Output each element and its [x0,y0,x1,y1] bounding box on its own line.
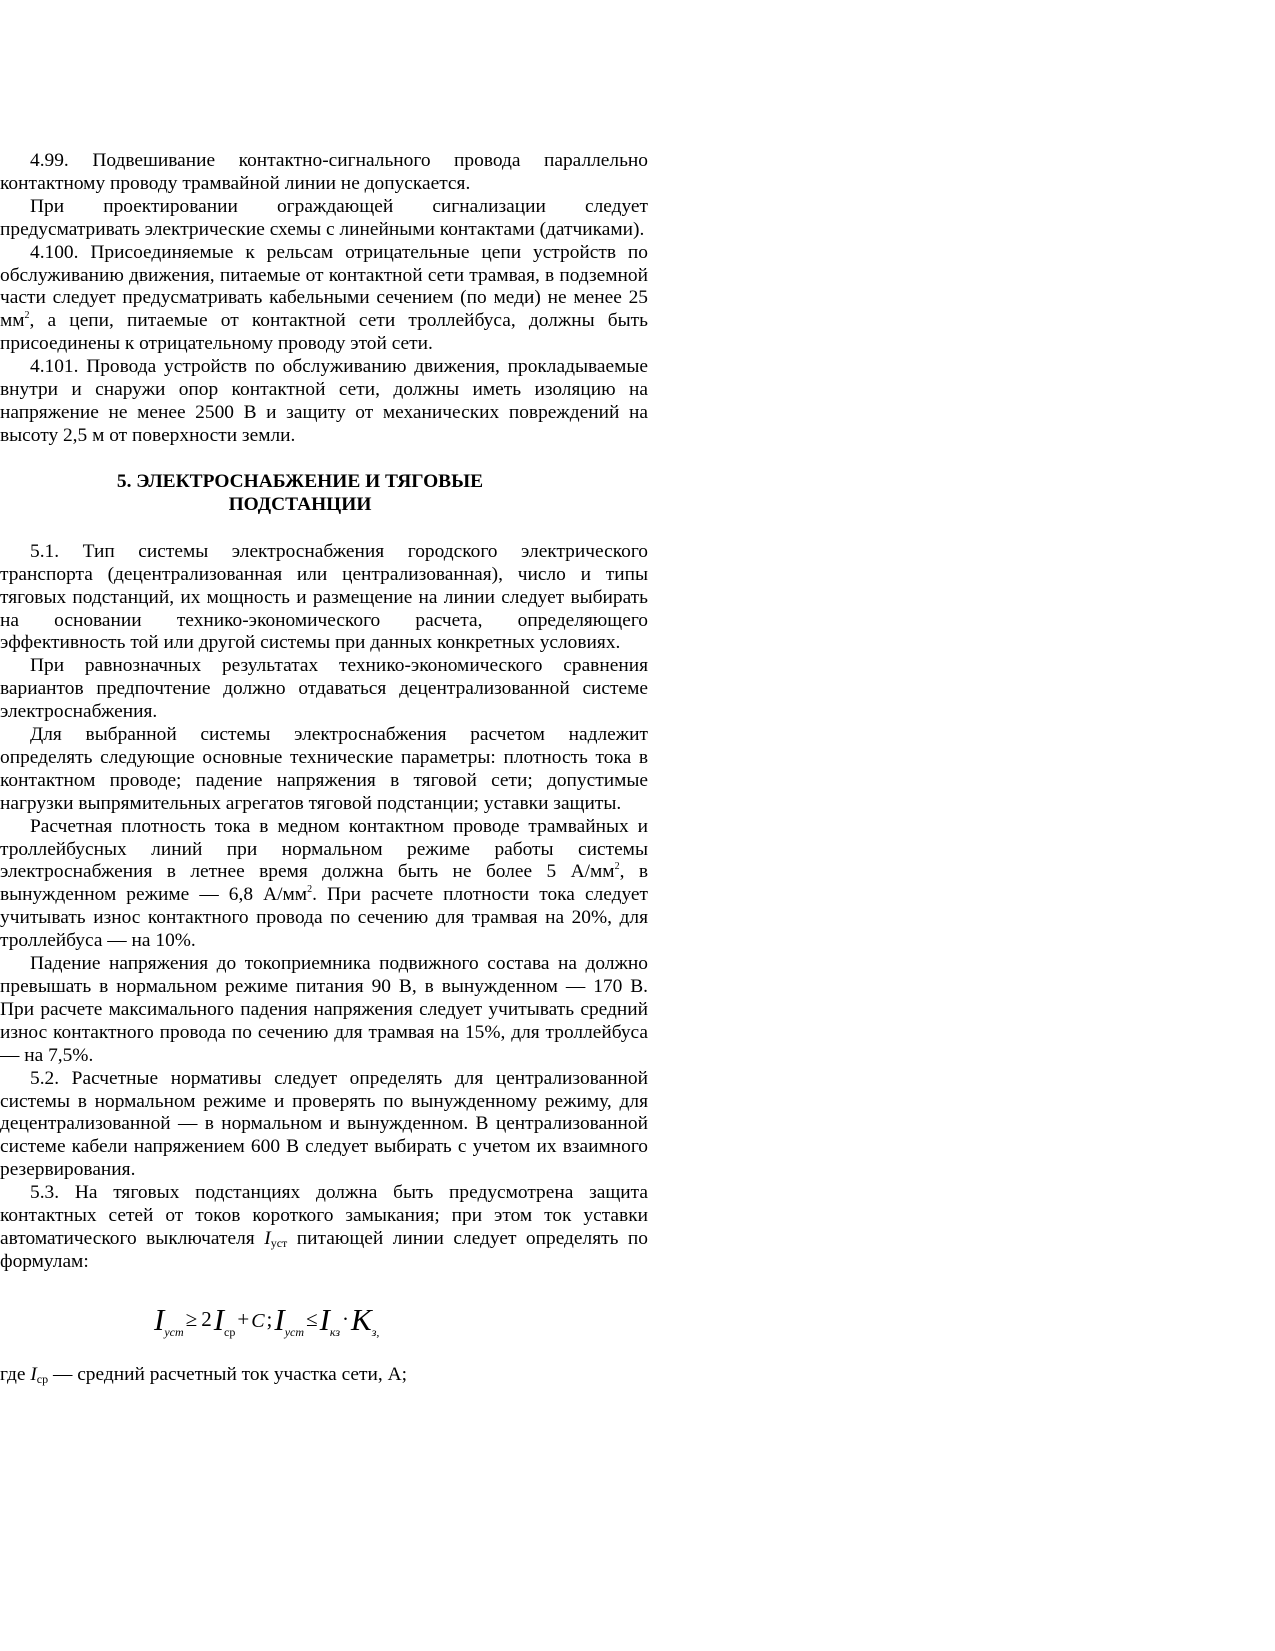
formula-sub-sr: ср [224,1324,236,1339]
density-text-2: , в вынужденном режиме — 6,8 А/мм [0,861,648,906]
formula-semicolon: ; [266,1306,273,1331]
paragraph-parameters: Для выбранной системы электроснабжения расчетом надлежит определять следующие основные технические параметры: плотность тока в контактном проводе; падение напряжения в тяговой сети; допустимые нагрузки выпрямительных агрегатов тяговой подстанции; уставки защиты. [0,724,648,814]
p4100-superscript: 2 [24,310,30,322]
paragraph-where [0,1364,648,1387]
section-heading-line-1: 5. ЭЛЕКТРОСНАБЖЕНИЕ И ТЯГОВЫЕ [116,470,484,492]
formula-sub-z: з [371,1324,377,1339]
section-heading-line-2: ПОДСТАНЦИИ [228,493,372,515]
formula [0,1300,648,1338]
paragraph-voltage-drop: Падение напряжения до токоприемника подвижного состава на должно превышать в нормальном режиме питания 90 В, в вынужденном — 170 В. При расчете максимального падения напряжения следует учитывать средний износ контактного провода по сечению для трамвая на 15%, для троллейбуса — на 7,5%. [0,953,648,1066]
paragraph-4-101: 4.101. Провода устройств по обслуживанию движения, прокладываемые внутри и снаружи опор контактной сети, должны иметь изоляцию на напряжение не менее 2500 В и защиту от механических повреждений на высоту 2,5 м от поверхности земли. [0,356,648,446]
formula-c: C [251,1309,265,1332]
formula-sub-kz: кз [329,1324,341,1339]
density-superscript-1: 2 [614,861,620,873]
where-text: — средний расчетный ток участка сети, А; [48,1363,407,1385]
formula-i-4: I [319,1301,330,1337]
formula-ge: ≥ [185,1306,198,1331]
p53-text-2: питающей линии следует определять по формулам: [0,1227,648,1272]
p4100-text-2: , а цепи, питаемые от контактной сети троллейбуса, должны быть присоединены к отрицательному проводу этой сети. [0,310,648,355]
p4100-text-1: 4.100. Присоединяемые к рельсам отрицательные цепи устройств по обслуживанию движения, питаемые от контактной сети трамвая, в подземной части следует предусматривать кабельными сечением (по меди) не менее 25 мм [0,241,648,332]
formula-comma: , [376,1324,380,1339]
formula-two: 2 [201,1306,212,1331]
paragraph-equivalent-results: При равнозначных результатах технико-экономического сравнения вариантов предпочтение должно отдаваться децентрализованной системе электроснабжения. [0,655,648,723]
formula-plus: + [237,1306,250,1331]
where-variable-subscript: ср [36,1371,49,1386]
formula-k: K [351,1301,372,1337]
density-superscript-2: 2 [307,884,313,896]
formula-i-1: I [154,1301,165,1337]
formula-i-3: I [274,1301,285,1337]
where-variable: I [30,1363,37,1385]
document-column [0,150,648,1387]
density-text-1: Расчетная плотность тока в медном контактном проводе трамвайных и троллейбусных линий при нормальном режиме работы системы электроснабжения в летнее время должна быть не более 5 А/мм [0,815,648,883]
formula-le: ≤ [306,1306,318,1331]
paragraph-current-density [0,816,648,953]
p53-text-1: 5.3. На тяговых подстанциях должна быть предусмотрена защита контактных сетей от токов короткого замыкания; при этом ток уставки автоматического выключателя [0,1182,648,1249]
formula-i-2: I [213,1301,225,1337]
paragraph-5-3 [0,1182,648,1274]
paragraph-4-100 [0,242,648,357]
p53-variable-subscript: уст [270,1235,288,1250]
formula-dot: · [342,1306,350,1331]
p53-variable: I [264,1227,271,1249]
formula-sub-ust-2: уст [284,1324,305,1339]
density-text-3: . При расчете плотности тока следует учитывать износ контактного провода по сечению для трамвая на 20%, для троллейбуса — на 10%. [0,884,648,952]
where-prefix: где [0,1363,31,1385]
paragraph-5-1: 5.1. Тип системы электроснабжения городского электрического транспорта (децентрализованная или централизованная), число и типы тяговых подстанций, их мощность и размещение на линии следует выбирать на основании технико-экономического расчета, определяющего эффективность той или другой системы при данных конкретных условиях. [0,540,648,654]
paragraph-5-2: 5.2. Расчетные нормативы следует определять для централизованной системы в нормальном режиме и проверять по вынужденному режиму, для децентрализованной — в нормальном и вынужденном. В централизованной системе кабели напряжением 600 В следует выбирать с учетом их взаимного резервирования. [0,1067,648,1181]
paragraph-signaling: При проектировании ограждающей сигнализации следует предусматривать электрические схемы с линейными контактами (датчиками). [0,195,648,240]
paragraph-4-99: 4.99. Подвешивание контактно-сигнального провода параллельно контактному проводу трамвайной линии не допускается. [0,150,648,194]
formula-sub-ust-1: уст [164,1324,184,1339]
section-heading [0,470,600,516]
